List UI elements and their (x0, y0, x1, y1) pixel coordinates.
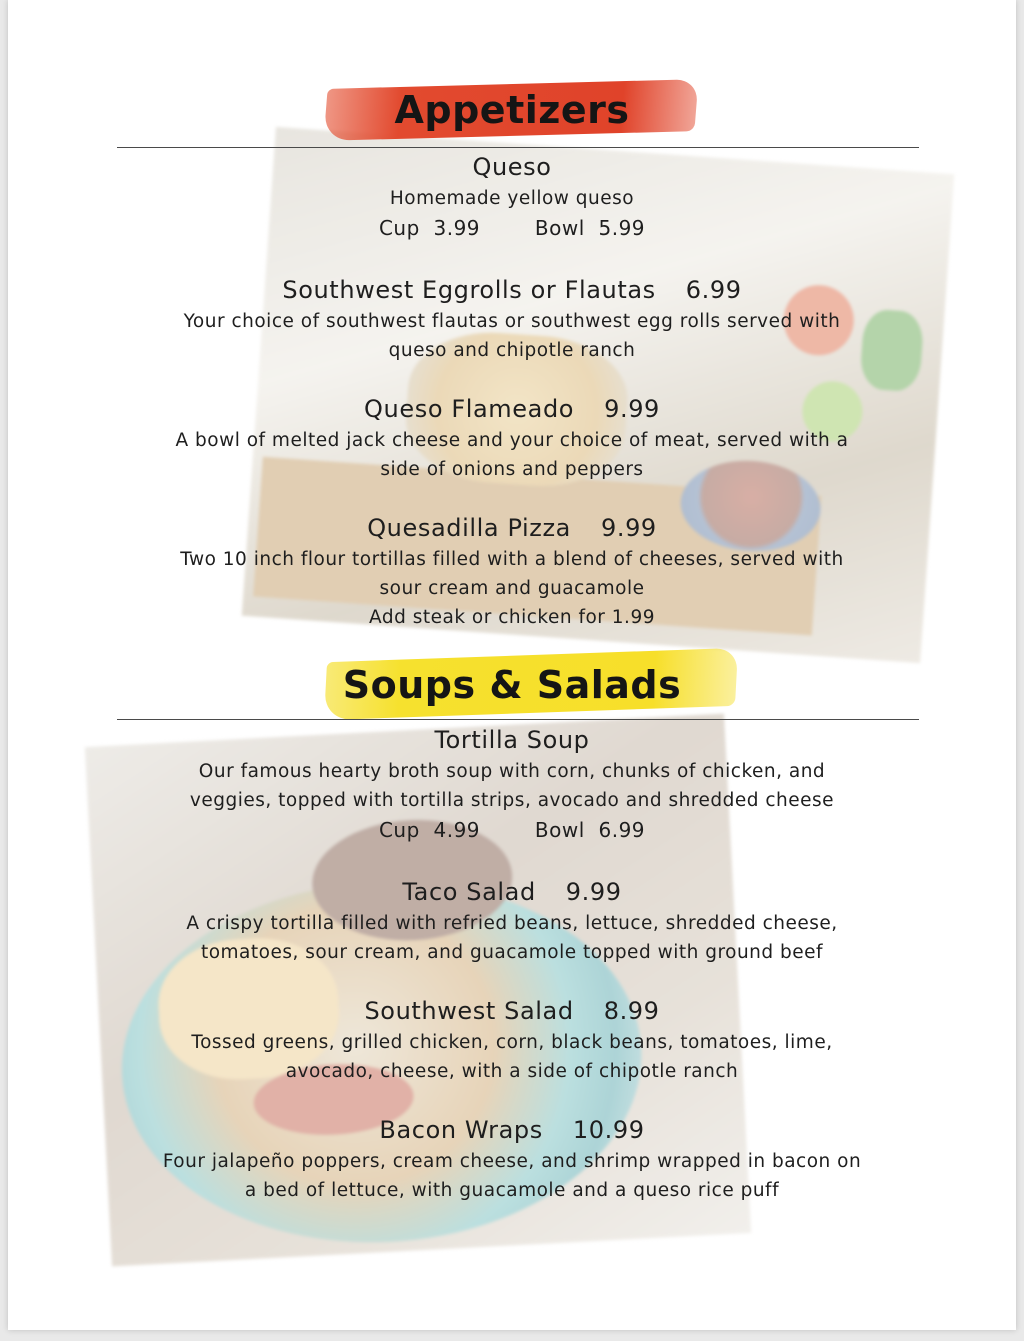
item-name: Queso Flameado (364, 395, 575, 423)
item-description-line: Tossed greens, grilled chicken, corn, black beans, tomatoes, lime, (191, 1032, 833, 1053)
item-description: Homemade yellow queso (389, 188, 635, 209)
item-description-line: veggies, topped with tortilla strips, avocado and shredded cheese (189, 790, 835, 811)
item-description-line: queso and chipotle ranch (388, 340, 636, 361)
item-description-line: a bed of lettuce, with guacamole and a queso rice puff (244, 1180, 780, 1201)
menu-item-southwest-salad (8, 994, 1016, 1086)
soups-salads-divider (117, 719, 919, 720)
item-price: 8.99 (603, 997, 660, 1025)
item-name: Tortilla Soup (434, 726, 590, 754)
item-description-line: Your choice of southwest flautas or southwest egg rolls served with (183, 311, 841, 332)
item-description-line: A bowl of melted jack cheese and your choice of meat, served with a (175, 430, 849, 451)
item-name: Southwest Eggrolls or Flautas (282, 276, 656, 304)
item-price: 10.99 (572, 1116, 645, 1144)
item-description-line: avocado, cheese, with a side of chipotle ranch (285, 1061, 739, 1082)
appetizers-heading: Appetizers (394, 88, 630, 132)
item-name: Queso (472, 153, 552, 181)
menu-page (8, 0, 1016, 1330)
item-note: Add steak or chicken for 1.99 (369, 607, 655, 628)
item-name: Southwest Salad (364, 997, 574, 1025)
item-description-line: tomatoes, sour cream, and guacamole topped with ground beef (200, 942, 824, 963)
item-price: 6.99 (685, 276, 742, 304)
menu-item-tortilla-soup (8, 723, 1016, 845)
size-price-bowl: Bowl 5.99 (534, 216, 646, 240)
menu-item-southwest-eggrolls (8, 273, 1016, 365)
menu-item-quesadilla-pizza (8, 511, 1016, 632)
size-price-cup: Cup 4.99 (378, 818, 481, 842)
size-price-bowl: Bowl 6.99 (534, 818, 646, 842)
item-description-line: Our famous hearty broth soup with corn, chunks of chicken, and (198, 761, 826, 782)
item-description-line: Two 10 inch flour tortillas filled with a blend of cheeses, served with (180, 549, 844, 570)
size-price-cup: Cup 3.99 (378, 216, 481, 240)
item-price: 9.99 (604, 395, 660, 423)
soups-salads-heading: Soups & Salads (342, 663, 682, 707)
item-sizes (8, 815, 1016, 845)
appetizers-divider (117, 147, 919, 148)
menu-item-queso-flameado (8, 392, 1016, 484)
item-description-line: A crispy tortilla filled with refried beans, lettuce, shredded cheese, (186, 913, 838, 934)
item-price: 9.99 (565, 878, 622, 906)
item-price: 9.99 (600, 514, 657, 542)
item-description-line: side of onions and peppers (380, 459, 644, 480)
menu-item-taco-salad (8, 875, 1016, 967)
item-description-line: sour cream and guacamole (379, 578, 645, 599)
menu-item-bacon-wraps (8, 1113, 1016, 1205)
item-description-line: Four jalapeño poppers, cream cheese, and shrimp wrapped in bacon on (162, 1151, 862, 1172)
item-name: Quesadilla Pizza (367, 514, 571, 542)
item-name: Bacon Wraps (379, 1116, 543, 1144)
menu-item-queso (8, 150, 1016, 243)
item-name: Taco Salad (402, 878, 536, 906)
item-sizes (8, 213, 1016, 243)
